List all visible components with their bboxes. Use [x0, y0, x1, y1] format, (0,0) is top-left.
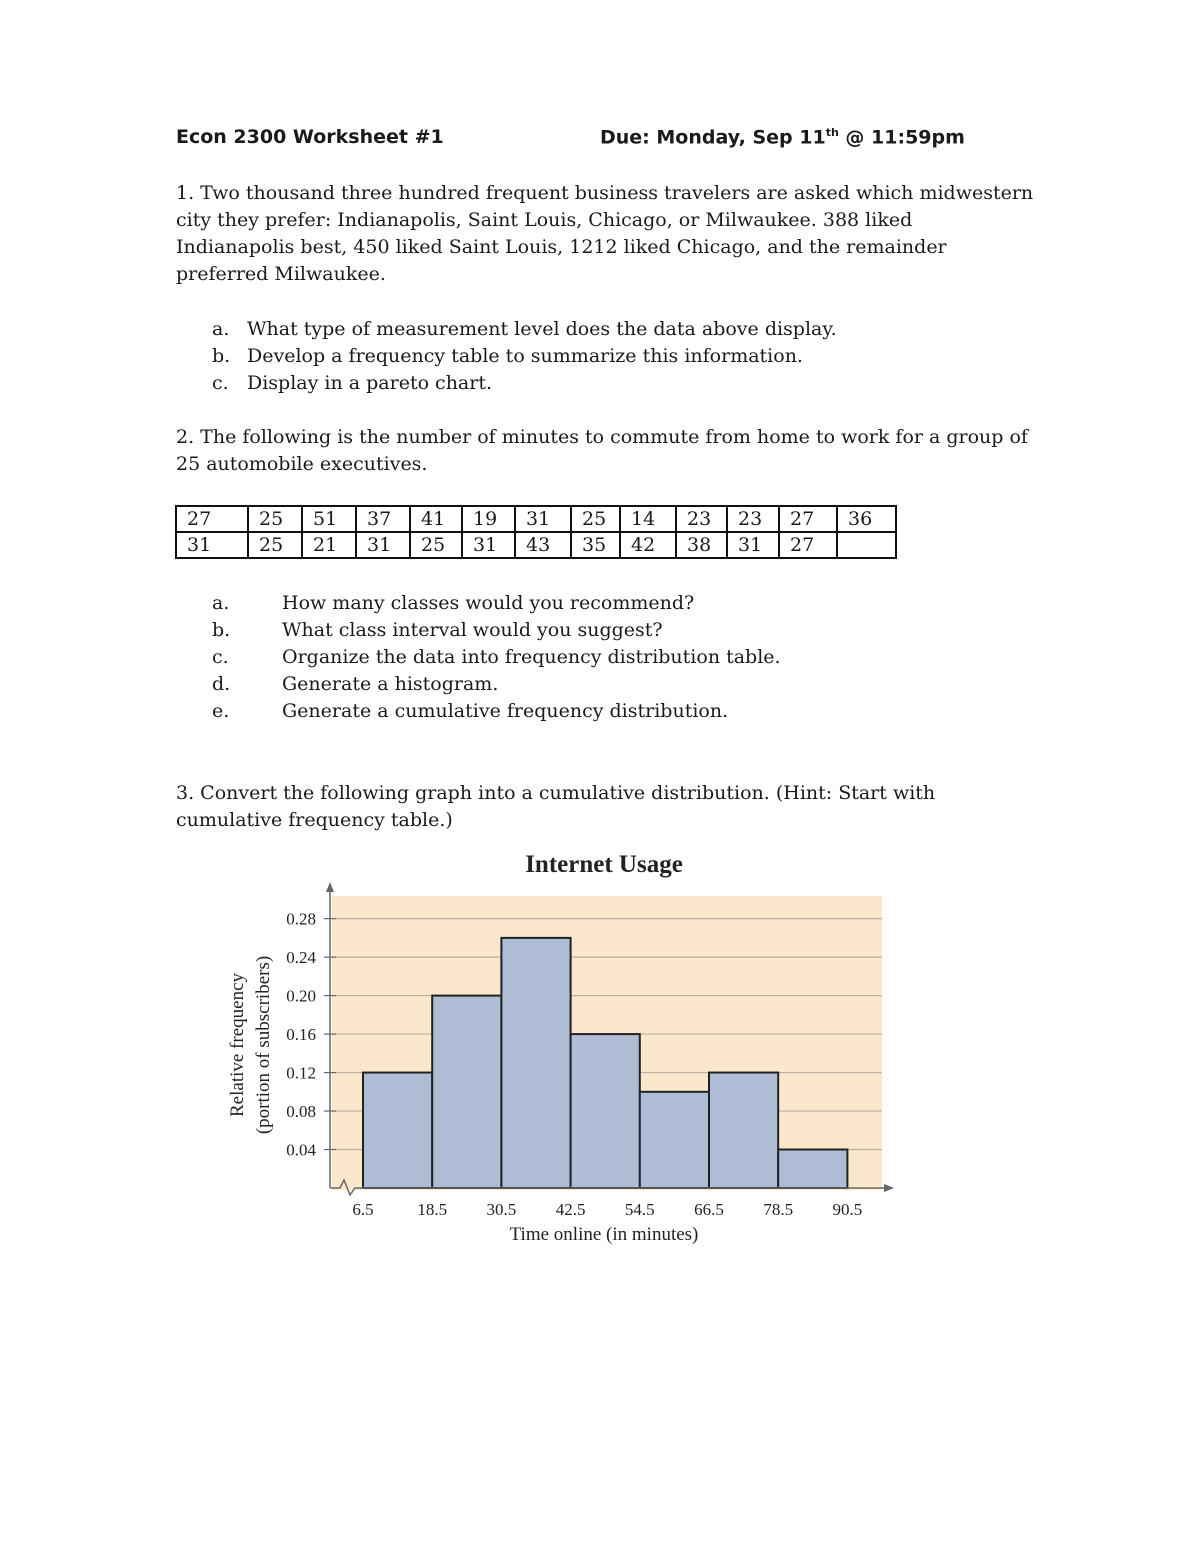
- table-cell: 25: [410, 532, 462, 558]
- list-item: e. Generate a cumulative frequency distribution.: [212, 700, 729, 722]
- y-tick-labels: [286, 910, 336, 1160]
- x-tick-label: 90.5: [832, 1200, 863, 1219]
- x-axis-label: Time online (in minutes): [509, 1224, 699, 1245]
- table-cell: 36: [837, 506, 896, 532]
- question-2-text: 2. The following is the number of minutes to commute from home to work for a group of 25 automobile executives.: [176, 426, 1028, 475]
- table-cell: 42: [620, 532, 676, 558]
- internet-usage-chart: [200, 840, 920, 1264]
- histogram-bar: [778, 1150, 847, 1188]
- table-cell: 43: [515, 532, 571, 558]
- x-tick-label: 42.5: [555, 1200, 586, 1219]
- table-cell: 37: [356, 506, 410, 532]
- table-row: [176, 532, 896, 558]
- table-cell: 35: [571, 532, 620, 558]
- y-axis-label-line-2: (portion of subscribers): [253, 955, 274, 1135]
- list-item: c. Organize the data into frequency distribution table.: [212, 646, 781, 668]
- y-tick-label: 0.04: [286, 1140, 316, 1160]
- table-cell: 23: [727, 506, 779, 532]
- due-date: Due: Monday, Sep 11th @ 11:59pm: [600, 126, 965, 149]
- table-cell: 25: [248, 506, 302, 532]
- table-cell: 31: [176, 532, 248, 558]
- table-cell: 51: [302, 506, 356, 532]
- table-cell: 41: [410, 506, 462, 532]
- histogram-bar: [432, 996, 501, 1188]
- x-axis-arrow: [884, 1184, 894, 1192]
- table-cell: 23: [676, 506, 727, 532]
- table-cell: 25: [571, 506, 620, 532]
- x-tick-label: 6.5: [352, 1200, 374, 1219]
- y-tick-label: 0.24: [286, 948, 316, 968]
- list-item: a. What type of measurement level does the data above display.: [212, 318, 837, 340]
- table-row: [176, 506, 896, 532]
- table-cell: 27: [779, 506, 837, 532]
- question-1-subitems: [212, 316, 837, 397]
- table-cell: 19: [462, 506, 515, 532]
- table-cell: 27: [176, 506, 248, 532]
- x-tick-label: 54.5: [624, 1200, 655, 1219]
- histogram-bar: [363, 1073, 432, 1188]
- list-item: d. Generate a histogram.: [212, 673, 499, 695]
- histogram-svg: [200, 840, 920, 1260]
- histogram-bar: [571, 1034, 640, 1188]
- y-tick-label: 0.08: [286, 1102, 316, 1122]
- x-tick-label: 18.5: [417, 1200, 448, 1219]
- list-item: a. How many classes would you recommend?: [212, 592, 695, 614]
- question-3-text: 3. Convert the following graph into a cumulative distribution. (Hint: Start with cumulative frequency table.): [176, 782, 936, 831]
- question-2-subitems: [212, 590, 781, 725]
- list-item: c. Display in a pareto chart.: [212, 372, 493, 394]
- list-item: b. Develop a frequency table to summarize this information.: [212, 345, 803, 367]
- table-cell: 25: [248, 532, 302, 558]
- x-tick-label: 66.5: [694, 1200, 724, 1219]
- y-tick-label: 0.12: [286, 1063, 316, 1083]
- histogram-bar: [501, 938, 570, 1188]
- table-cell: 21: [302, 532, 356, 558]
- x-tick-labels: [352, 1200, 862, 1219]
- histogram-bar: [640, 1092, 709, 1188]
- table-cell: 31: [515, 506, 571, 532]
- chart-title: Internet Usage: [525, 851, 683, 878]
- y-axis-arrow: [326, 882, 334, 892]
- y-tick-label: 0.16: [286, 1025, 316, 1045]
- table-cell: 27: [779, 532, 837, 558]
- table-cell: 31: [462, 532, 515, 558]
- table-cell: 31: [356, 532, 410, 558]
- y-axis-label-line-1: Relative frequency: [227, 972, 248, 1118]
- table-cell: [837, 532, 896, 558]
- x-tick-label: 30.5: [486, 1200, 517, 1219]
- list-item: b. What class interval would you suggest?: [212, 619, 663, 641]
- table-cell: 31: [727, 532, 779, 558]
- table-cell: 14: [620, 506, 676, 532]
- y-tick-label: 0.28: [286, 909, 316, 929]
- commute-minutes-table: [175, 505, 897, 559]
- table-cell: 38: [676, 532, 727, 558]
- x-tick-label: 78.5: [763, 1200, 794, 1219]
- y-tick-label: 0.20: [286, 986, 316, 1006]
- question-1-text: 1. Two thousand three hundred frequent business travelers are asked which midwestern city they prefer: Indianapolis, Saint Louis, Chicago, or Milwaukee. 388 liked Indianapolis best, 450 liked Saint Louis, 1212 liked Chicago, and the remainder preferred Milwaukee.: [176, 182, 1034, 285]
- worksheet-title: Econ 2300 Worksheet #1: [176, 126, 444, 148]
- histogram-bar: [709, 1073, 778, 1188]
